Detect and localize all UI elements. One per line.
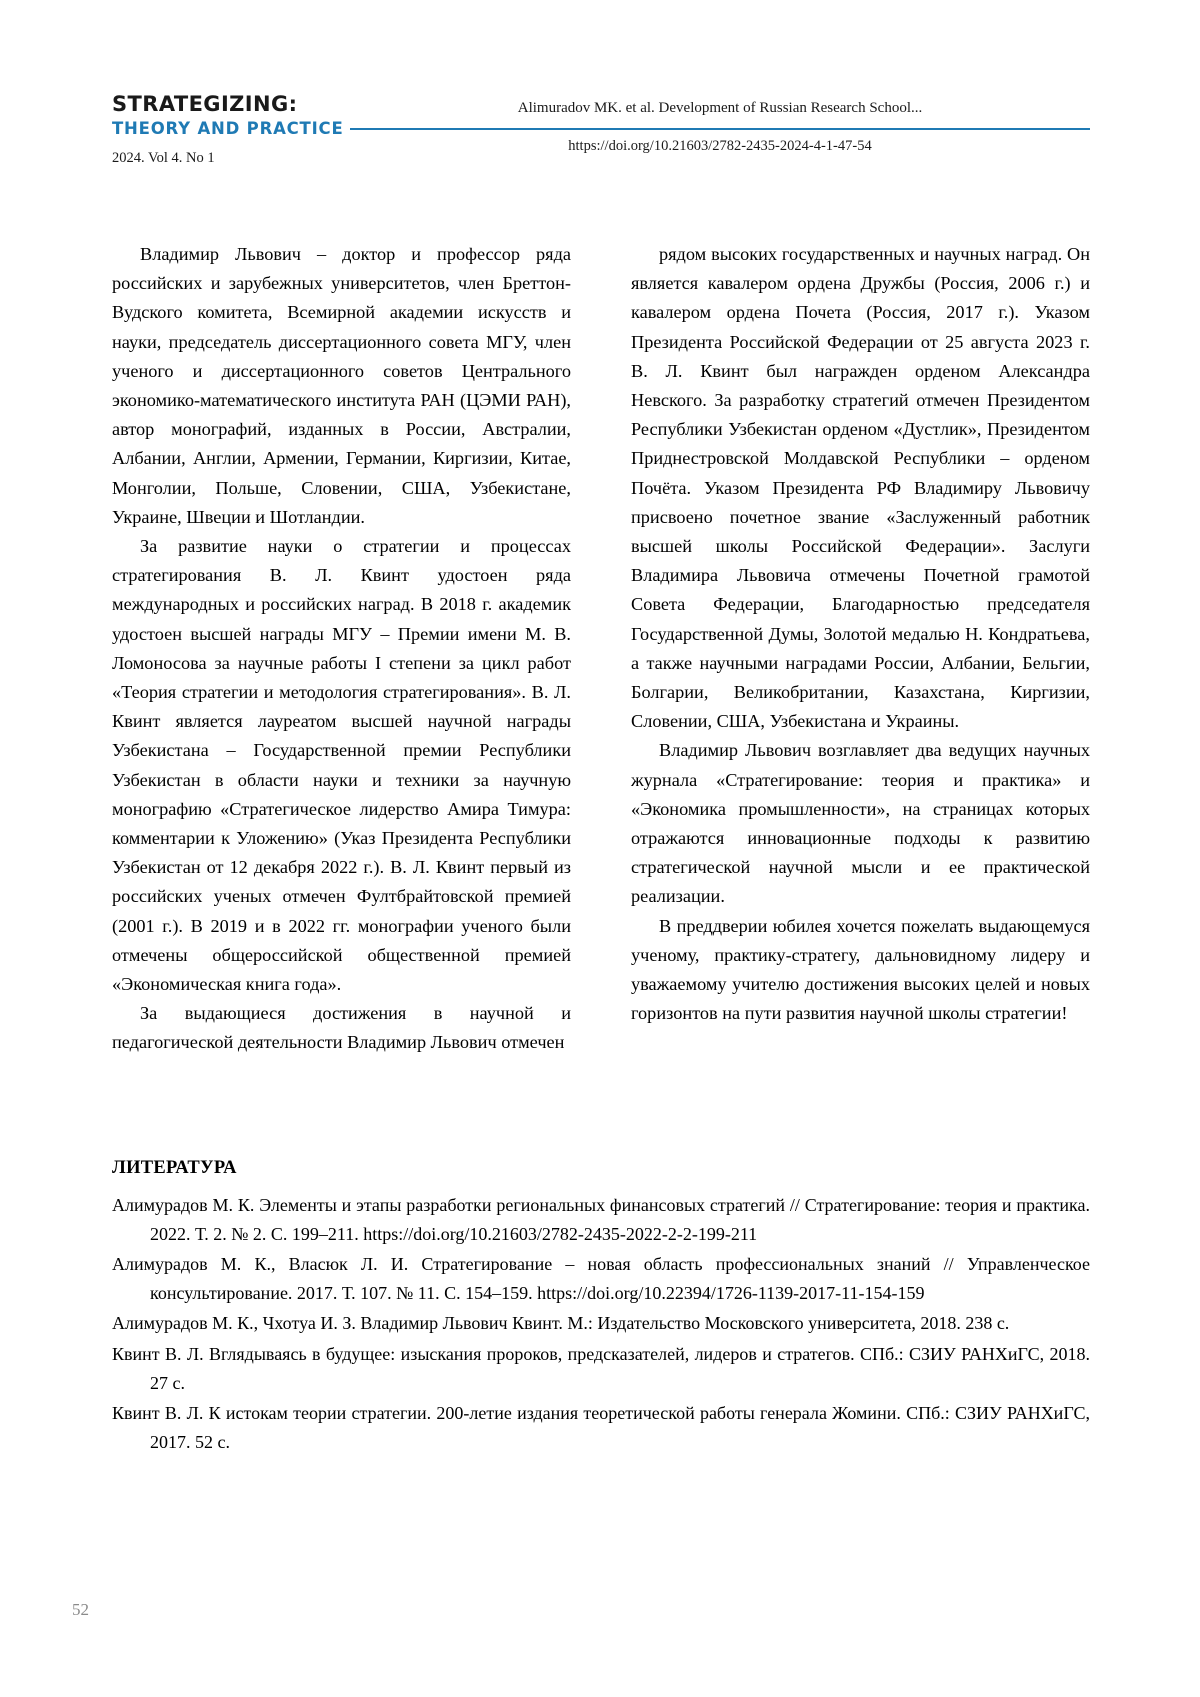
- paragraph: Владимир Львович возглавляет два ведущих научных журнала «Стратегирование: теория и практика» и «Экономика промышленности», на страницах которых отражаются инновационные подходы к развитию стратегической научной мысли и ее практической реализации.: [631, 740, 1090, 907]
- running-title: Alimuradov MK. et al. Development of Russian Research School...: [517, 100, 923, 116]
- references-heading: ЛИТЕРАТУРА: [112, 1158, 237, 1178]
- journal-title-line1: STRATEGIZING:: [112, 92, 298, 116]
- reference-item: Алимурадов М. К. Элементы и этапы разработки региональных финансовых стратегий // Стратегирование: теория и практика. 2022. Т. 2. № 2. С. 199–211. https://doi.org/10.21603/2782-2435-2022-2-2-199-211: [112, 1195, 1090, 1244]
- paragraph: Владимир Львович – доктор и профессор ряда российских и зарубежных университетов, член Бреттон-Вудского комитета, Всемирной академии искусств и науки, председатель диссертационного совета МГУ, член ученого и диссертационного советов Центрального экономико-математического института РАН (ЦЭМИ РАН), автор монографий, изданных в России, Австралии, Албании, Англии, Армении, Германии, Киргизии, Китае, Монголии, Польше, Словении, США, Узбекистане, Украине, Швеции и Шотландии.: [112, 244, 571, 527]
- page-header: [112, 92, 1090, 190]
- article-body: [112, 240, 1090, 1058]
- reference-item: Квинт В. Л. Вглядываясь в будущее: изыскания пророков, предсказателей, лидеров и стратегов. СПб.: СЗИУ РАНХиГС, 2018. 27 с.: [112, 1343, 1090, 1393]
- doi-link[interactable]: https://doi.org/10.21603/2782-2435-2024-4-1-47-54: [568, 138, 872, 154]
- paragraph: За выдающиеся достижения в научной и педагогической деятельности Владимир Львович отмечен: [112, 1003, 571, 1053]
- page-number: 52: [72, 1600, 89, 1619]
- references-section: [112, 1158, 1090, 1458]
- journal-title-line2: THEORY AND PRACTICE: [112, 119, 344, 138]
- right-column: [631, 240, 1090, 1058]
- paragraph: рядом высоких государственных и научных наград. Он является кавалером ордена Дружбы (Россия, 2006 г.) и кавалером ордена Почета (Россия, 2017 г.). Указом Президента Российской Федерации от 25 августа 2023 г. В. Л. Квинт был награжден орденом Александра Невского. За разработку стратегий отмечен Президентом Республики Узбекистан орденом «Дустлик», Президентом Приднестровской Молдавской Республики – орденом Почёта. Указом Президента РФ Владимиру Львовичу присвоено почетное звание «Заслуженный работник высшей школы Российской Федерации». Заслуги Владимира Львовича отмечены Почетной грамотой Совета Федерации, Благодарностью председателя Государственной Думы, Золотой медалью Н. Кондратьева, а также научными наградами России, Албании, Бельгии, Болгарии, Великобритании, Казахстана, Киргизии, Словении, США, Узбекистана и Украины.: [631, 244, 1090, 732]
- header-divider: [350, 128, 1090, 130]
- journal-masthead: [112, 92, 352, 167]
- reference-item: Квинт В. Л. К истокам теории стратегии. 200-летие издания теоретической работы генерала Жомини. СПб.: СЗИУ РАНХиГС, 2017. 52 с.: [112, 1403, 1090, 1452]
- paragraph: В преддверии юбилея хочется пожелать выдающемуся ученому, практику-стратегу, дальновидному лидеру и уважаемому учителю достижения высоких целей и новых горизонтов на пути развития научной школы стратегии!: [631, 915, 1090, 1024]
- journal-issue: 2024. Vol 4. No 1: [112, 150, 215, 166]
- left-column: [112, 240, 571, 1058]
- paragraph: За развитие науки о стратегии и процессах стратегирования В. Л. Квинт удостоен ряда международных и российских наград. В 2018 г. академик удостоен высшей награды МГУ – Премии имени М. В. Ломоносова за научные работы I степени за цикл работ «Теория стратегии и методология стратегирования». В. Л. Квинт является лауреатом высшей научной награды Узбекистана – Государственной премии Республики Узбекистан в области науки и техники за научную монографию «Стратегическое лидерство Амира Тимура: комментарии к Уложению» (Указ Президента Республики Узбекистан от 12 декабря 2022 г.). В. Л. Квинт первый из российских ученых отмечен Фултбрайтовской премией (2001 г.). В 2019 и в 2022 гг. монографии ученого были отмечены общероссийской общественной премией «Экономическая книга года».: [112, 536, 571, 995]
- reference-item: Алимурадов М. К., Власюк Л. И. Стратегирование – новая область профессиональных знаний // Управленческое консультирование. 2017. Т. 107. № 11. С. 154–159. https://doi.org/10.22394/1726-1139-2017-11-154-159: [112, 1254, 1090, 1303]
- reference-item: Алимурадов М. К., Чхотуа И. З. Владимир Львович Квинт. М.: Издательство Московского университета, 2018. 238 с.: [112, 1313, 1010, 1334]
